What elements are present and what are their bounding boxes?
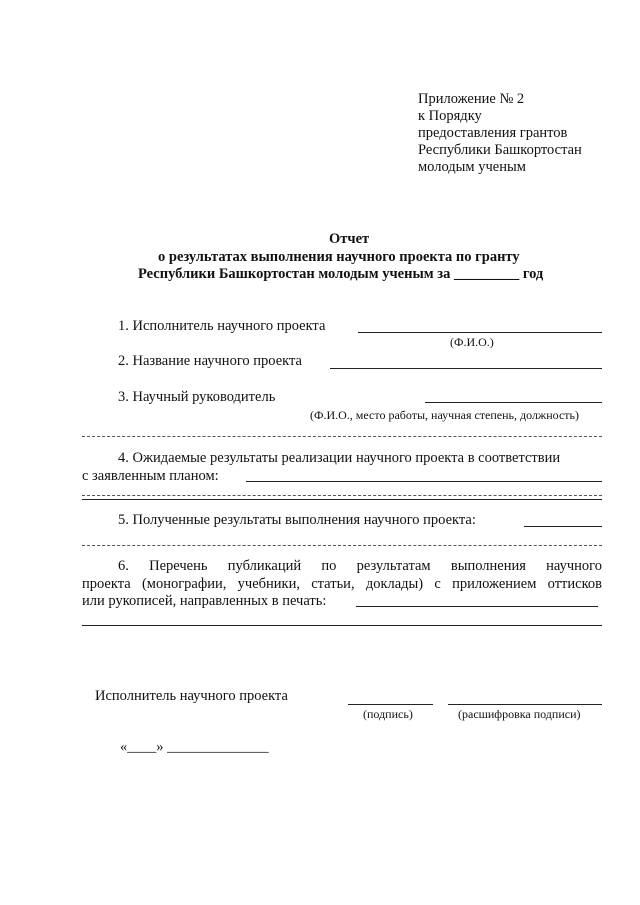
report-subtitle-line3	[138, 266, 543, 283]
supervisor-field-line[interactable]	[425, 402, 602, 403]
obtained-results-extra-line[interactable]	[82, 545, 602, 546]
item-expected-results-line2: с заявленным планом:	[82, 468, 219, 484]
year-word: год	[522, 266, 544, 282]
item-publications-line2: проекта (монографии, учебники, статьи, доклады) с приложением оттисков	[82, 576, 602, 592]
expected-results-extra-line-2[interactable]	[82, 499, 602, 500]
supervisor-caption: (Ф.И.О., место работы, научная степень, должность)	[310, 408, 579, 422]
publications-extra-line[interactable]	[82, 625, 602, 626]
executor-field-line[interactable]	[358, 332, 602, 333]
appendix-note	[418, 91, 582, 176]
item-executor: 1. Исполнитель научного проекта	[118, 318, 326, 334]
appendix-line: к Порядку	[418, 108, 482, 124]
signature-label: Исполнитель научного проекта	[95, 688, 288, 704]
project-name-field-line[interactable]	[330, 368, 602, 369]
publications-field-line[interactable]	[356, 606, 598, 607]
expected-results-extra-line-1[interactable]	[82, 495, 602, 496]
signature-decode-line[interactable]	[448, 704, 602, 705]
appendix-line: Республики Башкортостан	[418, 142, 582, 158]
item-publications-line3: или рукописей, направленных в печать:	[82, 593, 327, 609]
date-field[interactable]: «____» ______________	[120, 739, 269, 755]
item-project-name: 2. Название научного проекта	[118, 353, 302, 369]
signature-line[interactable]	[348, 704, 433, 705]
item-expected-results: 4. Ожидаемые результаты реализации научного проекта в соответствии	[118, 450, 561, 466]
item-supervisor: 3. Научный руководитель	[118, 389, 276, 405]
executor-caption: (Ф.И.О.)	[450, 335, 494, 349]
year-blank: _________	[453, 266, 520, 282]
obtained-results-field-line[interactable]	[524, 526, 602, 527]
item-obtained-results: 5. Полученные результаты выполнения научного проекта:	[118, 512, 476, 528]
appendix-line: предоставления грантов	[418, 125, 568, 141]
item-publications-line1: 6. Перечень публикаций по результатам выполнения научного	[118, 558, 602, 574]
report-title: Отчет	[329, 231, 370, 247]
appendix-line: Приложение № 2	[418, 91, 525, 107]
supervisor-extra-line[interactable]	[82, 436, 602, 437]
expected-results-field-line[interactable]	[246, 481, 602, 482]
appendix-line: молодым ученым	[418, 159, 526, 175]
signature-decode-caption: (расшифровка подписи)	[458, 707, 581, 721]
signature-caption: (подпись)	[363, 707, 413, 721]
subtitle-text: Республики Башкортостан молодым ученым за	[138, 266, 451, 282]
report-subtitle: о результатах выполнения научного проекта по гранту	[158, 249, 520, 265]
